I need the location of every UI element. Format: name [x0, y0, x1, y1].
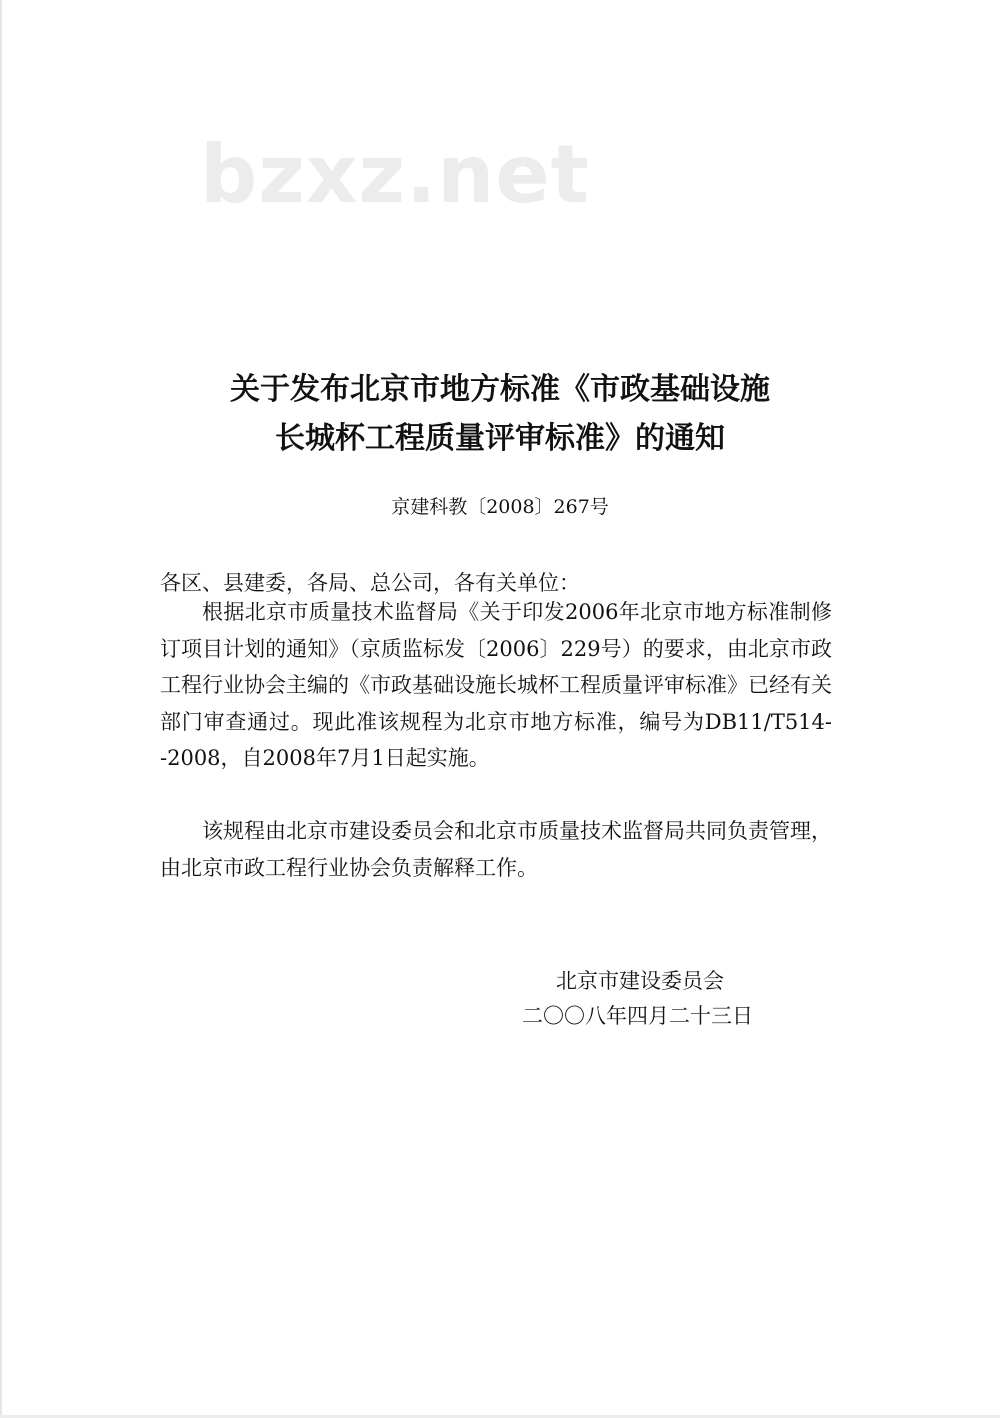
body-paragraph: 该规程由北京市建设委员会和北京市质量技术监督局共同负责管理，由北京市政工程行业协会负责解释工作。 — [160, 819, 832, 880]
document-number: 京建科教〔2008〕267号 — [391, 496, 609, 518]
watermark: bzxz.net — [200, 128, 590, 221]
salutation: 各区、县建委，各局、总公司，各有关单位： — [160, 571, 580, 595]
page-edge — [0, 0, 2, 1418]
body-paragraph: 根据北京市质量技术监督局《关于印发2006年北京市地方标准制修订项目计划的通知》（京质监标发〔2006〕229号）的要求，由北京市政工程行业协会主编的《市政基础设施长城杯工程质量评审标准》已经有关部门审查通过。现此准该规程为北京市地方标准，编号为DB11/T514--2008，自2008年7月1日起实施。 — [160, 600, 832, 770]
document-title-line-2: 长城杯工程质量评审标准》的通知 — [275, 421, 725, 456]
signature-date: 二〇〇八年四月二十三日 — [522, 1004, 753, 1028]
signature-organization: 北京市建设委员会 — [556, 969, 724, 993]
document-title-line-1: 关于发布北京市地方标准《市政基础设施 — [230, 372, 770, 407]
